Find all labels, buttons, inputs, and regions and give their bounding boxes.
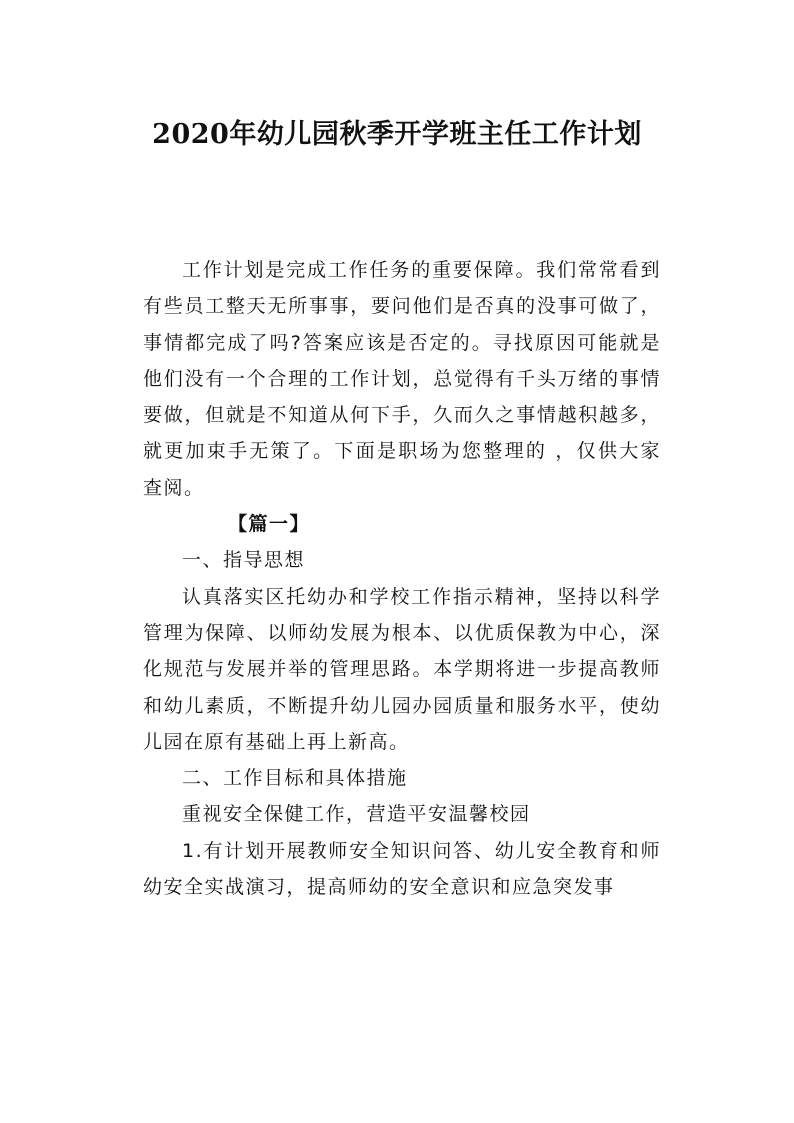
safety-subheading: 重视安全保健工作，营造平安温馨校园 xyxy=(182,803,531,826)
guiding-thought-paragraph: 认真落实区托幼办和学校工作指示精神，坚持以科学管理为保障、以师幼发展为根本、以优质保教为中心，深化规范与发展并举的管理思路。本学期将进一步提高教师和幼儿素质，不断提升幼儿园办园质量和服务水平，使幼儿园在原有基础上再上新高。 xyxy=(143,585,661,753)
heading-guiding-thought: 一、指导思想 xyxy=(182,549,306,572)
document-title: 2020年幼儿园秋季开学班主任工作计划 xyxy=(152,119,642,150)
section-label: 【篇一】 xyxy=(228,513,311,536)
document-body xyxy=(143,252,661,905)
intro-paragraph: 工作计划是完成工作任务的重要保障。我们常常看到有些员工整天无所事事，要问他们是否真的没事可做了，事情都完成了吗?答案应该是否定的。寻找原因可能就是他们没有一个合理的工作计划，总觉得有千头万绪的事情要做，但就是不知道从何下手，久而久之事情越积越多，就更加束手无策了。下面是职场为您整理的 ，仅供大家查阅。 xyxy=(143,259,661,499)
list-item-1: 1.有计划开展教师安全知识问答、幼儿安全教育和师幼安全实战演习，提高师幼的安全意识和应急突发事 xyxy=(143,839,661,899)
heading-goals-measures: 二、工作目标和具体措施 xyxy=(182,767,408,790)
